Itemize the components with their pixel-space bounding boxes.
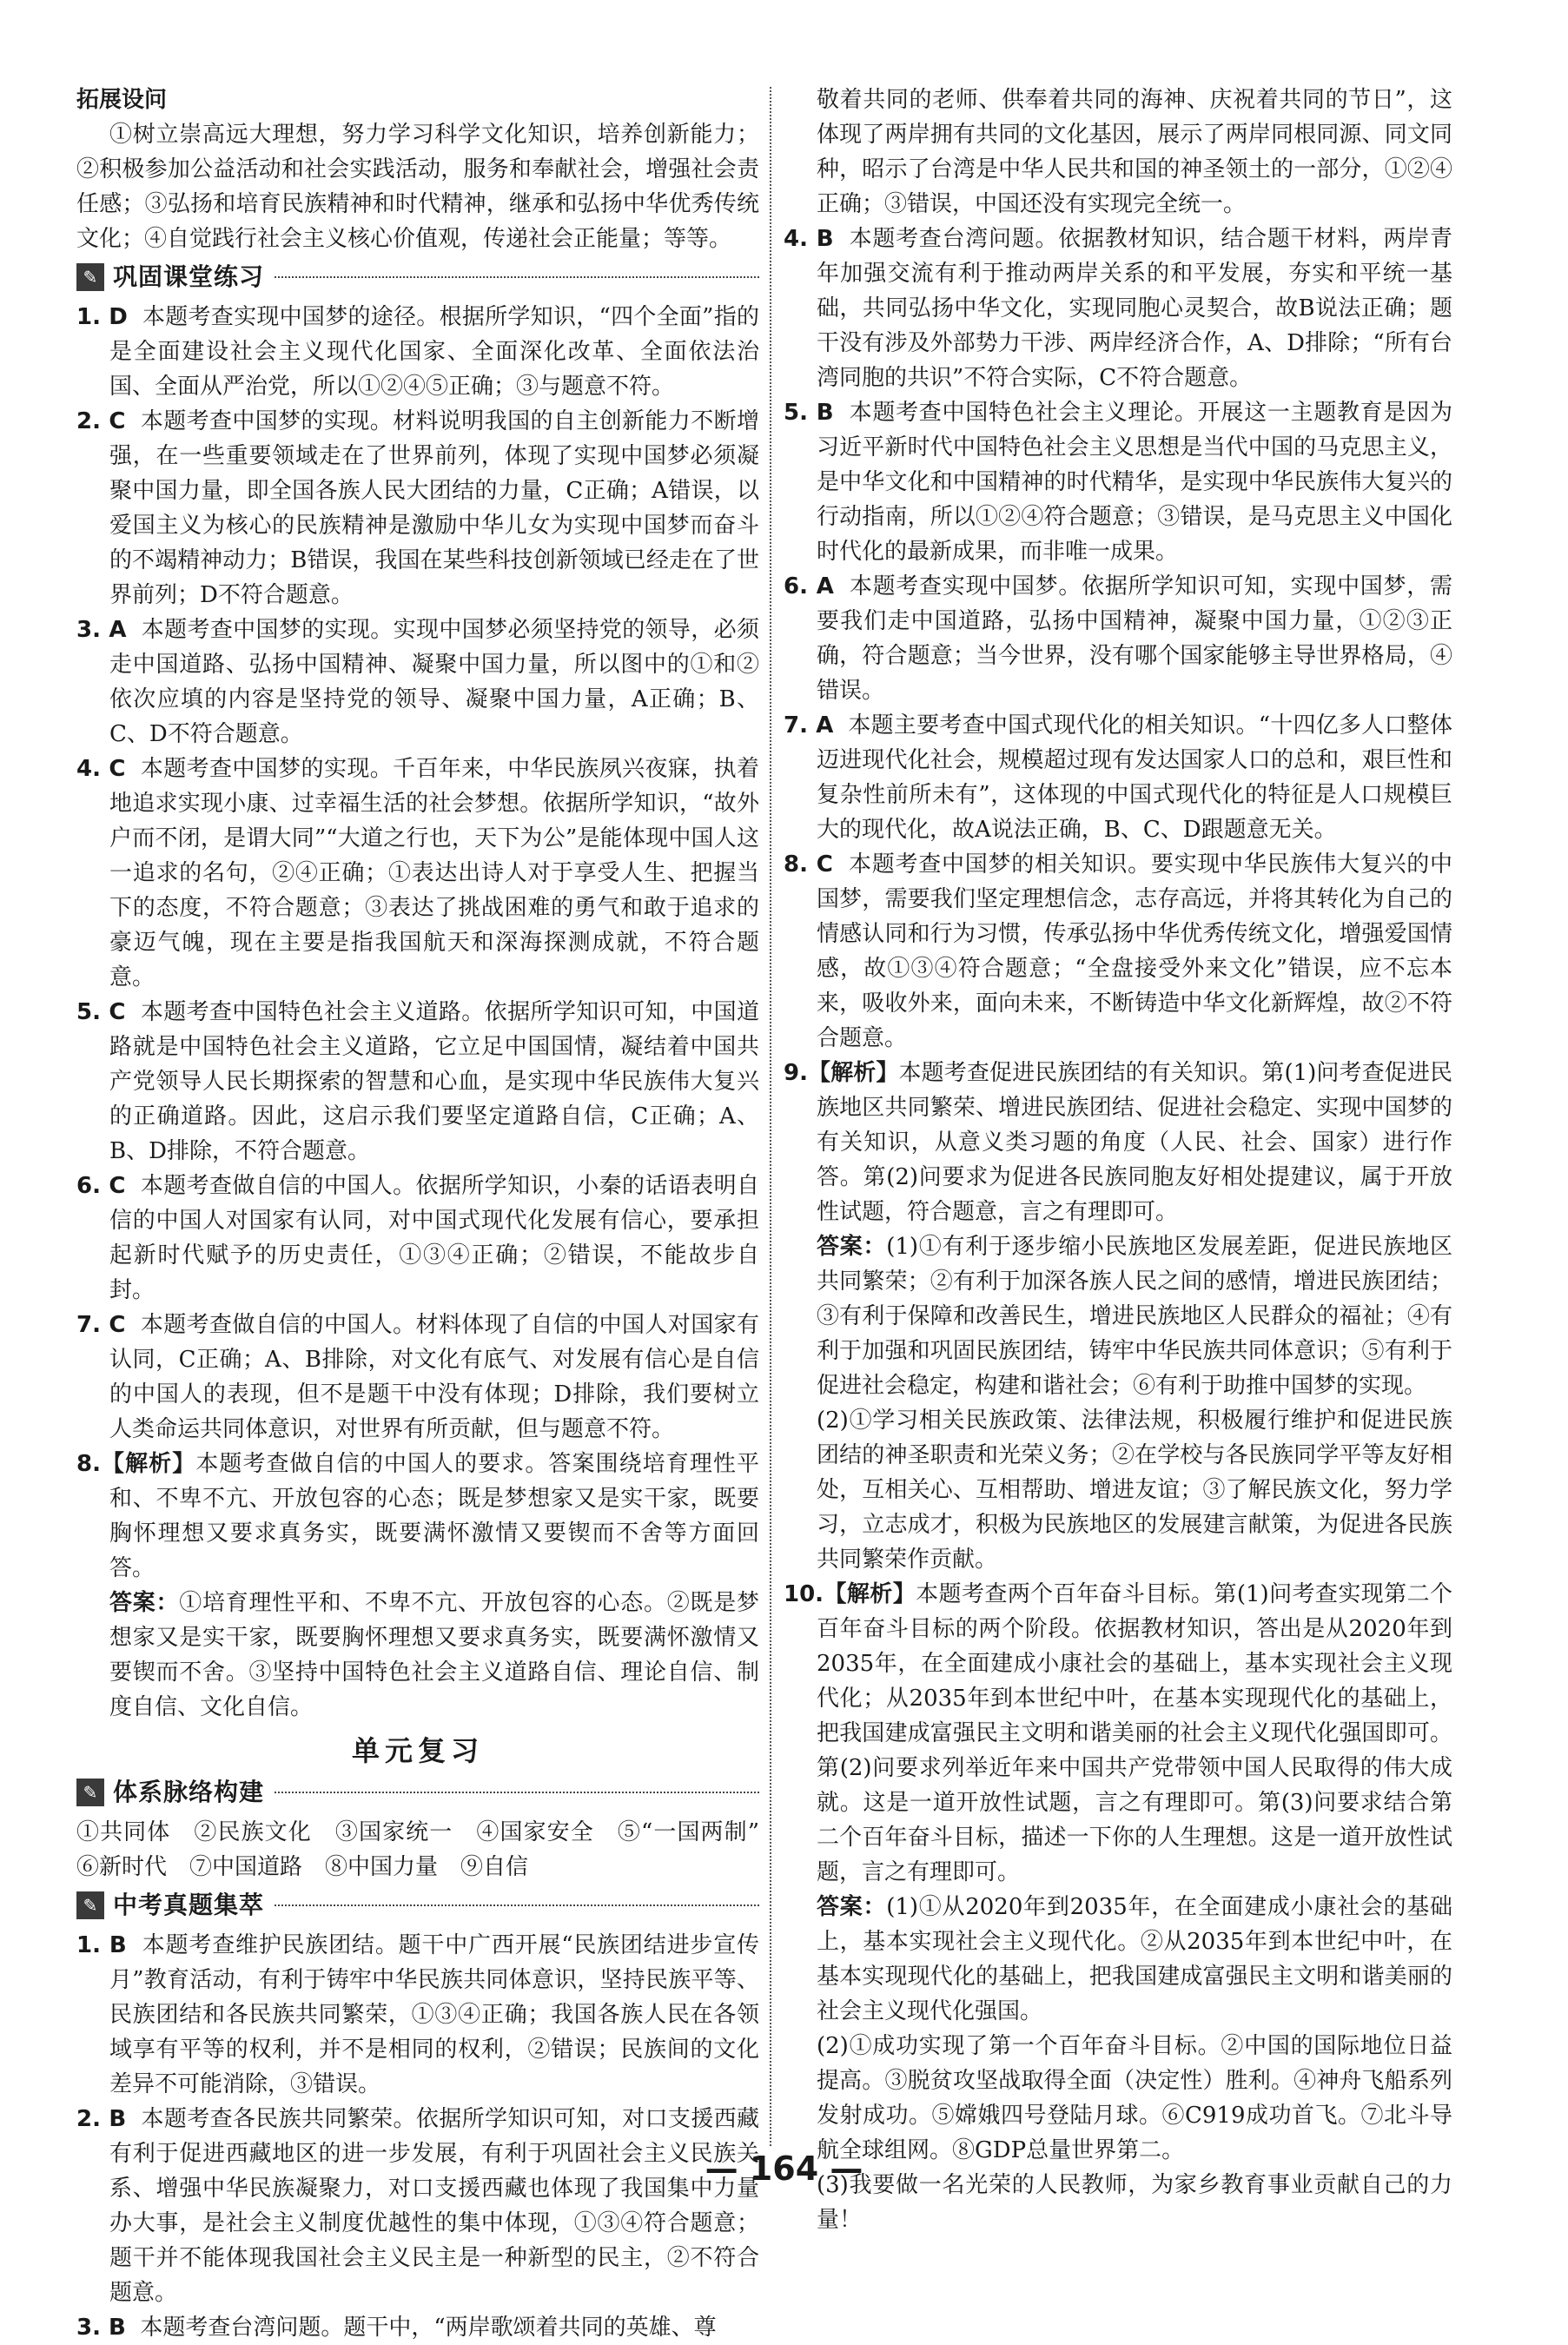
unit-review-title: 单元复习 (351, 1734, 484, 1767)
practice-item: 5. C 本题考查中国特色社会主义道路。依据所学知识可知，中国道路就是中国特色社会主义道路，它立足中国国情，凝结着中国共产党领导人民长期探索的智慧和心血，是实现中华民族伟大复兴的正确道路。因此，这启示我们要坚定道路自信，C正确；A、B、D排除，不符合题意。 (76, 999, 759, 1164)
section-title: 中考真题集萃 (113, 1891, 265, 1919)
section-header-practice (76, 260, 759, 295)
practice-item-8: 8.【解析】本题考查做自信的中国人的要求。答案围绕培育理性平和、不卑不亢、开放包容的心态；既是梦想家又是实干家，既要胸怀理想又要求真务实，既要满怀激情又要锲而不舍等方面回答。 (76, 1451, 759, 1581)
practice-item: 4. C 本题考查中国梦的实现。千百年来，中华民族夙兴夜寐，执着地追求实现小康、过幸福生活的社会梦想。依据所学知识，“故外户而不闭，是谓大同”“大道之行也，天下为公”是能体现中国人这一追求的名句，②④正确；①表达出诗人对于享受人生、把握当下的态度，不符合题意；③表达了挑战困难的勇气和敢于追求的豪迈气魄，现在主要是指我国航天和深海探测成就，不符合题意。 (76, 756, 759, 990)
section-title: 巩固课堂练习 (113, 262, 265, 291)
practice-item: 2. C 本题考查中国梦的实现。材料说明我国的自主创新能力不断增强，在一些重要领域走在了世界前列，体现了实现中国梦必须凝聚中国力量，即全国各族人民大团结的力量，C正确；A错误，以爱国主义为核心的民族精神是激励中华儿女为实现中国梦而奋斗的不竭精神动力；B错误，我国在某些科技创新领域已经走在了世界前列；D不符合题意。 (76, 408, 759, 608)
pencil-icon: ✎ (76, 1779, 104, 1806)
section-header-exam (76, 1888, 759, 1923)
exam-item: 6. A 本题考查实现中国梦。依据所学知识可知，实现中国梦，需要我们走中国道路，弘扬中国精神，凝聚中国力量，①②③正确，符合题意；当今世界，没有哪个国家能够主导世界格局，④错误。 (784, 573, 1452, 704)
system-text: ①共同体 ②民族文化 ③国家统一 ④国家安全 ⑤“一国两制” ⑥新时代 ⑦中国道路 ⑧中国力量 ⑨自信 (76, 1819, 783, 1880)
section-divider (275, 1792, 759, 1793)
exam-item-3-continued: 敬着共同的老师、供奉着共同的海神、庆祝着共同的节日”，这体现了两岸拥有共同的文化基因，展示了两岸同根同源、同文同种，昭示了台湾是中华人民共和国的神圣领土的一部分，①②④正确；③错误，中国还没有实现完全统一。 (817, 87, 1452, 217)
exam-item: 7. A 本题主要考查中国式现代化的相关知识。“十四亿多人口整体迈进现代化社会，规模超过现有发达国家人口的总和，艰巨性和复杂性前所未有”，这体现的中国式现代化的特征是人口规模巨大的现代化，故A说法正确，B、C、D跟题意无关。 (784, 712, 1452, 843)
practice-item: 7. C 本题考查做自信的中国人。材料体现了自信的中国人对国家有认同，C正确；A、B排除，对文化有底气、对发展有信心是自信的中国人的表现，但不是题干中没有体现；D排除，我们要树立人类命运共同体意识，对世界有所贡献，但与题意不符。 (76, 1312, 759, 1442)
pencil-icon: ✎ (76, 1891, 104, 1919)
section-divider (275, 1904, 759, 1906)
pencil-icon: ✎ (76, 263, 104, 291)
extension-heading: 拓展设问 (76, 87, 168, 113)
exam-item-10: 10.【解析】本题考查两个百年奋斗目标。第(1)问考查实现第二个百年奋斗目标的两个阶段。依据教材知识，答出是从2020年到2035年，在全面建成小康社会的基础上，基本实现社会主义现代化；从2035年到本世纪中叶，在基本实现现代化的基础上，把我国建成富强民主文明和谐美丽的社会主义现代化强国即可。第(2)问要求列举近年来中国共产党带领中国人民取得的伟大成就。这是一道开放性试题，言之有理即可。第(3)问要求结合第二个百年奋斗目标，描述一下你的人生理想。这是一道开放性试题，言之有理即可。 (784, 1581, 1452, 1885)
section-title: 体系脉络构建 (113, 1778, 265, 1806)
exam-item: 8. C 本题考查中国梦的相关知识。要实现中华民族伟大复兴的中国梦，需要我们坚定理想信念，志存高远，并将其转化为自己的情感认同和行为习惯，传承弘扬中华优秀传统文化，增强爱国情感，故①③④符合题意；“全盘接受外来文化”错误，应不忘本来，吸收外来，面向未来，不断铸造中华文化新辉煌，故②不符合题意。 (784, 851, 1452, 1051)
practice-item: 3. A 本题考查中国梦的实现。实现中国梦必须坚持党的领导，必须走中国道路、弘扬中国精神、凝聚中国力量，所以图中的①和②依次应填的内容是坚持党的领导、凝聚中国力量，A正确；B、C、D不符合题意。 (76, 617, 759, 747)
exam-item: 2. B 本题考查各民族共同繁荣。依据所学知识可知，对口支援西藏有利于促进西藏地区的进一步发展，有利于巩固社会主义民族关系、增强中华民族凝聚力，对口支援西藏也体现了我国集中力量办大事，是社会主义制度优越性的集中体现，①③④符合题意；题干并不能体现我国社会主义民主是一种新型的民主，②不符合题意。 (76, 2106, 759, 2306)
answer-block: 答案：(1)①有利于逐步缩小民族地区发展差距，促进民族地区共同繁荣；②有利于加深各族人民之间的感情，增进民族团结；③有利于保障和改善民生，增进民族地区人民群众的福祉；④有利于加强和巩固民族团结，铸牢中华民族共同体意识；⑤有利于促进社会稳定，构建和谐社会；⑥有利于助推中国梦的实现。 (817, 1234, 1452, 1399)
section-divider (275, 276, 759, 278)
answer-block: (2)①学习相关民族政策、法律法规，积极履行维护和促进民族团结的神圣职责和光荣义务；②在学校与各民族同学平等友好相处，互相关心、互相帮助、增进友谊；③了解民族文化，努力学习，立志成才，积极为民族地区的发展建言献策，为促进各民族共同繁荣作贡献。 (817, 1408, 1452, 1573)
exam-item: 3. B 本题考查台湾问题。题干中，“两岸歌颂着共同的英雄、尊 (76, 2315, 717, 2341)
exam-item: 4. B 本题考查台湾问题。依据教材知识，结合题干材料，两岸青年加强交流有利于推动两岸关系的和平发展，夯实和平统一基础，共同弘扬中华文化，实现同胞心灵契合，故B说法正确；题干没有涉及外部势力干涉、两岸经济合作，A、D排除；“所有台湾同胞的共识”不符合实际，C不符合题意。 (784, 226, 1452, 391)
page-number: — 164 — (705, 2150, 863, 2188)
answer-block: 答案：①培育理性平和、不卑不亢、开放包容的心态。②既是梦想家又是实干家，既要胸怀理想又要求真务实，既要满怀激情又要锲而不舍。③坚持中国特色社会主义道路自信、理论自信、制度自信、文化自信。 (109, 1590, 759, 1720)
right-column (784, 83, 1452, 2237)
section-header-system (76, 1775, 759, 1810)
column-divider (770, 87, 771, 2146)
practice-item: 6. C 本题考查做自信的中国人。依据所学知识，小秦的话语表明自信的中国人对国家有认同，对中国式现代化发展有信心，要承担起新时代赋予的历史责任，①③④正确；②错误，不能故步自封。 (76, 1173, 759, 1303)
answer-block: (2)①成功实现了第一个百年奋斗目标。②中国的国际地位日益提高。③脱贫攻坚战取得全面（决定性）胜利。④神舟飞船系列发射成功。⑤嫦娥四号登陆月球。⑥C919成功首飞。⑦北斗导航全球组网。⑧GDP总量世界第二。 (817, 2033, 1452, 2163)
answer-block: (3)我要做一名光荣的人民教师，为家乡教育事业贡献自己的力量！ (817, 2172, 1452, 2233)
extension-text: ①树立崇高远大理想，努力学习科学文化知识，培养创新能力；②积极参加公益活动和社会实践活动，服务和奉献社会，增强社会责任感；③弘扬和培育民族精神和时代精神，继承和弘扬中华优秀传统文化；④自觉践行社会主义核心价值观，传递社会正能量；等等。 (76, 122, 759, 252)
practice-item: 1. D 本题考查实现中国梦的途径。根据所学知识，“四个全面”指的是全面建设社会主义现代化国家、全面深化改革、全面依法治国、全面从严治党，所以①②④⑤正确；③与题意不符。 (76, 304, 760, 400)
left-column (76, 83, 783, 2345)
exam-item: 5. B 本题考查中国特色社会主义理论。开展这一主题教育是因为习近平新时代中国特色社会主义思想是当代中国的马克思主义，是中华文化和中国精神的时代精华，是实现中华民族伟大复兴的行动指南，所以①②④符合题意；③错误，是马克思主义中国化时代化的最新成果，而非唯一成果。 (784, 400, 1452, 565)
answer-block: 答案：(1)①从2020年到2035年，在全面建成小康社会的基础上，基本实现社会主义现代化。②从2035年到本世纪中叶，在基本实现现代化的基础上，把我国建成富强民主文明和谐美丽的社会主义现代化强国。 (817, 1894, 1452, 2024)
exam-item: 1. B 本题考查维护民族团结。题干中广西开展“民族团结进步宣传月”教育活动，有利于铸牢中华民族共同体意识，坚持民族平等、民族团结和各民族共同繁荣，①③④正确；我国各族人民在各领域享有平等的权利，并不是相同的权利，②错误；民族间的文化差异不可能消除，③错误。 (76, 1932, 760, 2097)
exam-item-9: 9.【解析】本题考查促进民族团结的有关知识。第(1)问考查促进民族地区共同繁荣、增进民族团结、促进社会稳定、实现中国梦的有关知识，从意义类习题的角度（人民、社会、国家）进行作答。第(2)问要求为促进各民族同胞友好相处提建议，属于开放性试题，符合题意，言之有理即可。 (784, 1060, 1452, 1225)
